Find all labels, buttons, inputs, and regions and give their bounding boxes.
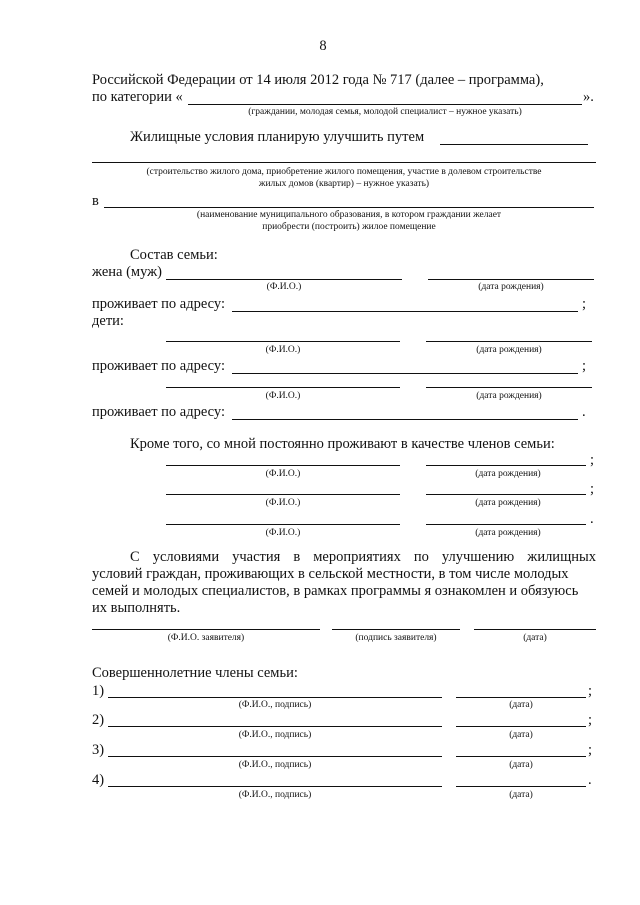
other1-dob-hint: (дата рождения) xyxy=(475,469,541,479)
spouse-fio-field[interactable] xyxy=(166,279,402,280)
adult2-fio-sign-field[interactable] xyxy=(108,726,442,727)
adult4-date-hint: (дата) xyxy=(509,790,533,800)
child2-fio-field[interactable] xyxy=(166,387,400,388)
adult3-date-field[interactable] xyxy=(456,756,586,757)
category-hint: (граждании, молодая семья, молодой специалист – нужное указать) xyxy=(248,107,522,117)
adult3-fio-hint: (Ф.И.О., подпись) xyxy=(238,760,312,770)
spouse-fio-hint: (Ф.И.О.) xyxy=(266,282,302,292)
improve-hint-1: (строительство жилого дома, приобретение жилого помещения, участие в долевом строительстве xyxy=(146,167,542,177)
adults-heading: Совершеннолетние члены семьи: xyxy=(92,665,298,681)
adult1-fio-sign-field[interactable] xyxy=(108,697,442,698)
address-field-2[interactable] xyxy=(232,373,578,374)
applicant-sign-field[interactable] xyxy=(332,629,460,630)
other1-fio-field[interactable] xyxy=(166,465,400,466)
category-suffix: ». xyxy=(583,89,594,105)
adult2-date-field[interactable] xyxy=(456,726,586,727)
other2-dob-field[interactable] xyxy=(426,494,586,495)
child2-fio-hint: (Ф.И.О.) xyxy=(265,391,301,401)
other3-fio-field[interactable] xyxy=(166,524,400,525)
child1-fio-hint: (Ф.И.О.) xyxy=(265,345,301,355)
other1-fio-hint: (Ф.И.О.) xyxy=(265,469,301,479)
in-prefix: в xyxy=(92,193,99,209)
other3-fio-hint: (Ф.И.О.) xyxy=(265,528,301,538)
category-prefix: по категории « xyxy=(92,89,183,105)
spouse-dob-field[interactable] xyxy=(428,279,594,280)
adult4-end: . xyxy=(588,772,592,788)
other3-dob-hint: (дата рождения) xyxy=(475,528,541,538)
family-heading: Состав семьи: xyxy=(130,247,218,263)
adult-item-4-number: 4) xyxy=(92,772,105,788)
address-end-1: ; xyxy=(582,296,587,312)
adult-item-2-number: 2) xyxy=(92,712,105,728)
applicant-date-hint: (дата) xyxy=(523,633,547,643)
adult4-fio-hint: (Ф.И.О., подпись) xyxy=(238,790,312,800)
page-number: 8 xyxy=(319,38,327,54)
adult1-date-field[interactable] xyxy=(456,697,586,698)
address-field-3[interactable] xyxy=(232,419,578,420)
child1-dob-field[interactable] xyxy=(426,341,592,342)
municipality-hint-2: приобрести (построить) жилое помещение xyxy=(262,222,436,232)
address-label-3: проживает по адресу: xyxy=(92,404,225,420)
others-text: Кроме того, со мной постоянно проживают в качестве членов семьи: xyxy=(130,436,555,452)
child2-dob-hint: (дата рождения) xyxy=(476,391,542,401)
applicant-date-field[interactable] xyxy=(474,629,596,630)
improve-method-field[interactable] xyxy=(440,144,588,145)
adult2-end: ; xyxy=(588,712,593,728)
adult1-date-hint: (дата) xyxy=(509,700,533,710)
applicant-fio-hint: (Ф.И.О. заявителя) xyxy=(167,633,245,643)
adult4-fio-sign-field[interactable] xyxy=(108,786,442,787)
address-label-2: проживает по адресу: xyxy=(92,358,225,374)
child1-fio-field[interactable] xyxy=(166,341,400,342)
other2-dob-hint: (дата рождения) xyxy=(475,498,541,508)
adult4-date-field[interactable] xyxy=(456,786,586,787)
agreement-line3: семей и молодых специалистов, в рамках программы я ознакомлен и обязуюсь xyxy=(92,583,579,599)
other1-end: ; xyxy=(590,452,595,468)
other2-fio-hint: (Ф.И.О.) xyxy=(265,498,301,508)
other2-end: ; xyxy=(590,481,595,497)
improve-text: Жилищные условия планирую улучшить путем xyxy=(130,129,425,145)
improve-method-field-2[interactable] xyxy=(92,162,596,163)
adult2-fio-hint: (Ф.И.О., подпись) xyxy=(238,730,312,740)
intro-line1: Российской Федерации от 14 июля 2012 года № 717 (далее – программа), xyxy=(92,72,544,88)
agreement-line4: их выполнять. xyxy=(92,600,181,616)
adult-item-3-number: 3) xyxy=(92,742,105,758)
adult2-date-hint: (дата) xyxy=(509,730,533,740)
adult3-date-hint: (дата) xyxy=(509,760,533,770)
adult-item-1-number: 1) xyxy=(92,683,105,699)
adult1-fio-hint: (Ф.И.О., подпись) xyxy=(238,700,312,710)
other2-fio-field[interactable] xyxy=(166,494,400,495)
agreement-line1: С условиями участия в мероприятиях по улучшению жилищных xyxy=(130,549,596,565)
other1-dob-field[interactable] xyxy=(426,465,586,466)
adult3-end: ; xyxy=(588,742,593,758)
adult1-end: ; xyxy=(588,683,593,699)
agreement-line2: условий граждан, проживающих в сельской местности, в том числе молодых xyxy=(92,566,569,582)
child1-dob-hint: (дата рождения) xyxy=(476,345,542,355)
address-label-1: проживает по адресу: xyxy=(92,296,225,312)
other3-dob-field[interactable] xyxy=(426,524,586,525)
municipality-hint-1: (наименование муниципального образования, в котором граждании желает xyxy=(196,210,502,220)
municipality-field[interactable] xyxy=(104,207,594,208)
spouse-dob-hint: (дата рождения) xyxy=(478,282,544,292)
applicant-fio-field[interactable] xyxy=(92,629,320,630)
child2-dob-field[interactable] xyxy=(426,387,592,388)
adult3-fio-sign-field[interactable] xyxy=(108,756,442,757)
category-field[interactable] xyxy=(188,104,582,105)
improve-hint-2: жилых домов (квартир) – нужное указать) xyxy=(258,179,430,189)
address-field-1[interactable] xyxy=(232,311,578,312)
children-label: дети: xyxy=(92,313,124,329)
spouse-label: жена (муж) xyxy=(92,264,162,280)
other3-end: . xyxy=(590,511,594,527)
applicant-sign-hint: (подпись заявителя) xyxy=(355,633,437,643)
address-end-2: ; xyxy=(582,358,587,374)
address-end-3: . xyxy=(582,404,586,420)
